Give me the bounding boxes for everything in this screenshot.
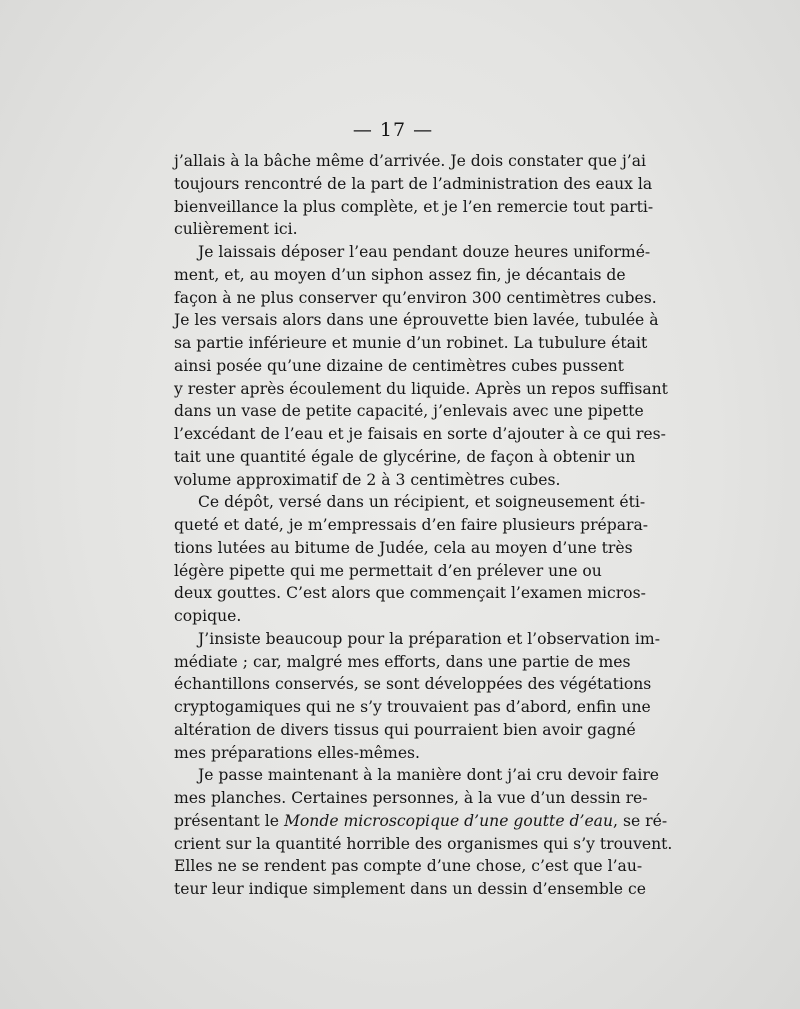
text-line: J’insiste beaucoup pour la préparation et l’observation im-	[198, 629, 660, 648]
text-line: j’allais à la bâche même d’arrivée. Je dois constater que j’ai	[174, 152, 647, 170]
text-line: mes préparations elles-mêmes.	[174, 743, 421, 762]
text-line: teur leur indique simplement dans un dessin d’ensemble ce	[174, 880, 646, 898]
text-line: mes planches. Certaines personnes, à la vue d’un dessin re-	[174, 789, 648, 807]
body-text	[174, 150, 673, 901]
text-line: Elles ne se rendent pas compte d’une chose, c’est que l’au-	[174, 857, 643, 876]
text-line	[174, 810, 668, 833]
text-segment: présentant le	[174, 811, 284, 830]
text-line: légère pipette qui me permettait d’en prélever une ou	[174, 561, 602, 580]
text-line: bienveillance la plus complète, et je l’en remercie tout parti-	[174, 197, 654, 216]
text-segment: , se ré-	[613, 811, 668, 830]
text-line: queté et daté, je m’empressais d’en faire plusieurs prépara-	[174, 516, 649, 534]
text-line: culièrement ici.	[174, 220, 298, 239]
text-line: Je les versais alors dans une éprouvette bien lavée, tubulée à	[174, 311, 659, 330]
text-line: altération de divers tissus qui pourraient bien avoir gagné	[174, 720, 636, 739]
text-line: toujours rencontré de la part de l’administration des eaux la	[174, 174, 653, 193]
text-line: Je passe maintenant à la manière dont j’ai cru devoir faire	[198, 766, 659, 785]
text-line: ainsi posée qu’une dizaine de centimètres cubes pussent	[174, 356, 624, 375]
text-line: échantillons conservés, se sont développées des végétations	[174, 675, 652, 694]
text-line: ment, et, au moyen d’un siphon assez fin, je décantais de	[174, 265, 626, 284]
text-line: sa partie inférieure et munie d’un robinet. La tubulure était	[174, 334, 648, 352]
text-line: volume approximatif de 2 à 3 centimètres cubes.	[174, 470, 561, 489]
text-line: façon à ne plus conserver qu’environ 300 centimètres cubes.	[174, 288, 657, 307]
italic-title: Monde microscopique d’une goutte d’eau	[283, 811, 614, 830]
text-line: copique.	[174, 607, 242, 625]
text-line: tait une quantité égale de glycérine, de façon à obtenir un	[174, 447, 636, 466]
document-page	[174, 118, 673, 901]
text-line: y rester après écoulement du liquide. Après un repos suffisant	[174, 379, 668, 398]
text-line: dans un vase de petite capacité, j’enlevais avec une pipette	[174, 402, 644, 421]
text-line: tions lutées au bitume de Judée, cela au moyen d’une très	[174, 538, 633, 557]
text-line: crient sur la quantité horrible des organismes qui s’y trouvent.	[174, 834, 673, 853]
text-line: médiate ; car, malgré mes efforts, dans une partie de mes	[174, 652, 631, 671]
text-line: Je laissais déposer l’eau pendant douze heures uniformé-	[198, 243, 651, 261]
text-line: l’excédant de l’eau et je faisais en sorte d’ajouter à ce qui res-	[174, 425, 666, 443]
text-line: Ce dépôt, versé dans un récipient, et soigneusement éti-	[198, 493, 646, 512]
text-line: cryptogamiques qui ne s’y trouvaient pas d’abord, enfin une	[174, 698, 651, 716]
page-number: — 17 —	[352, 119, 434, 141]
text-line: deux gouttes. C’est alors que commençait l’examen micros-	[174, 584, 646, 603]
